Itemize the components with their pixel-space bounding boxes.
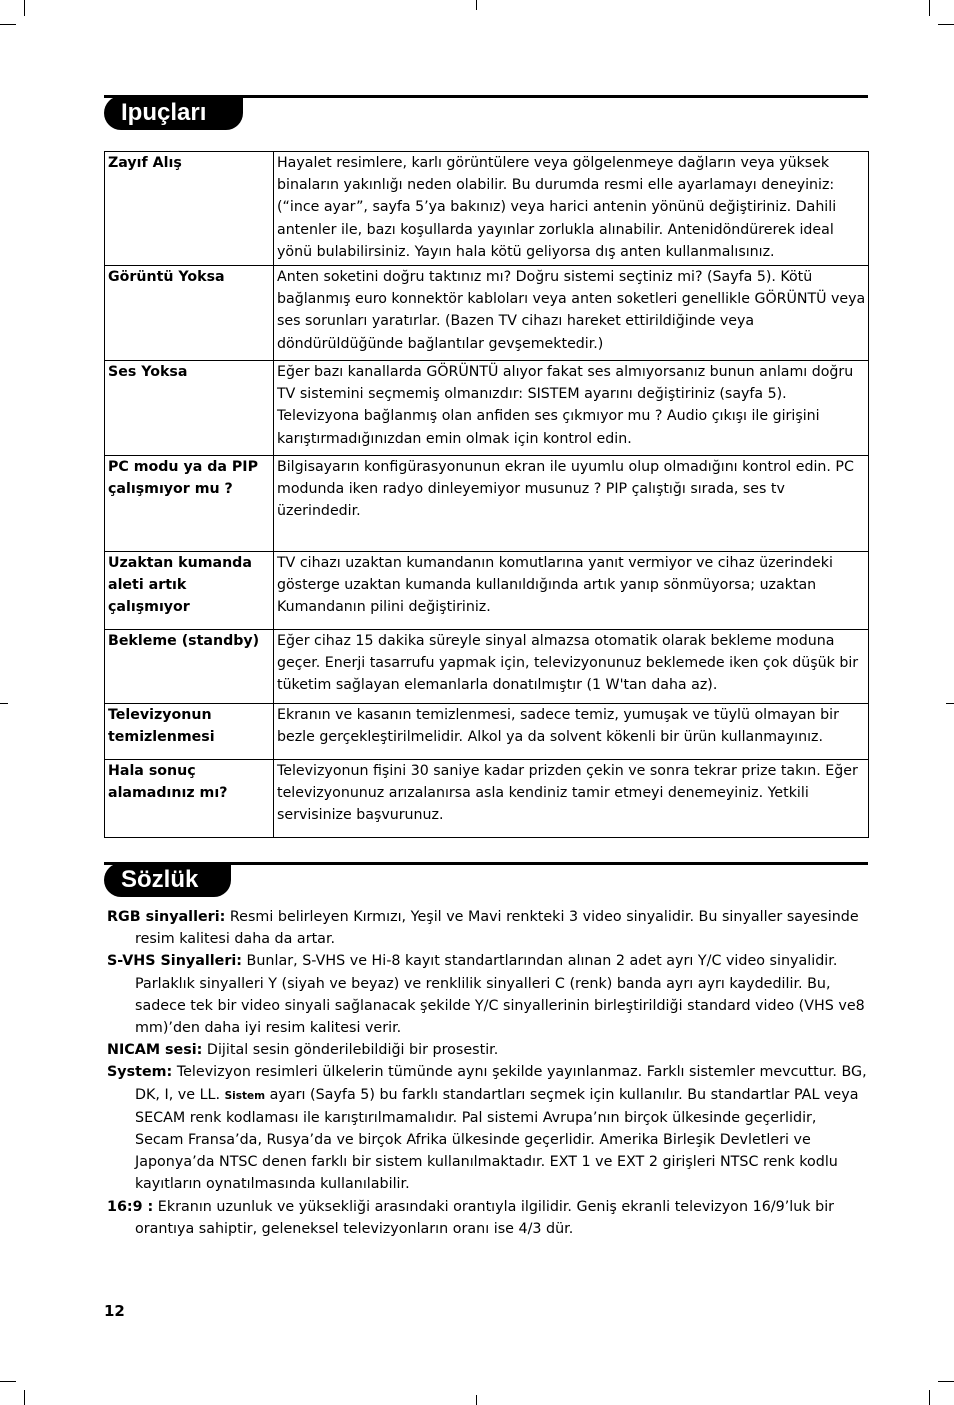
tip-text: Hayalet resimlere, karlı görüntülere veya gölgelenmeye dağların veya yüksek binaların yakınlığı neden olabilir. Bu durumda resmi elle ayarlamayı deneyiniz: (“ince ayar”, sayfa 5’ya bakınız) veya harici antenin yönünü değiştiriniz. Dahili antenler ile, bazı koşullarda yayınlar zorlukla alınabilir. Antenidöndürerek ideal yönü bulabilirsiniz. Yayın hala kötü geliyorsa dış anten kullanmalısınız. bbox=[274, 152, 869, 266]
glossary-section-header bbox=[104, 862, 868, 902]
table-row bbox=[105, 552, 869, 630]
tip-text: TV cihazı uzaktan kumandanın komutlarına yanıt vermiyor ve cihaz üzerindeki gösterge uzaktan kumanda kullanıldığında artık yanıp sönmüyorsa; uzaktan Kumandanın pilini değiştiriniz. bbox=[274, 552, 869, 630]
glossary-term: S-VHS Sinyalleri: bbox=[107, 953, 243, 970]
glossary-definition: Resmi belirleyen Kırmızı, Yeşil ve Mavi renkteki 3 video sinyalidir. Bu sinyaller sayesinde resim kalitesi daha da artar. bbox=[135, 909, 859, 948]
page-number: 12 bbox=[104, 1302, 125, 1320]
tip-label: Görüntü Yoksa bbox=[105, 266, 274, 361]
glossary-definition: Dijital sesin gönderilebildiği bir prosestir. bbox=[202, 1042, 499, 1059]
glossary-definition: Ekranın uzunluk ve yüksekliği arasındaki orantıyla ilgilidir. Geniş ekranli televizyon 16/9’luk bir orantıya sahiptir, geleneksel televizyonların oranı ise 4/3 dür. bbox=[135, 1198, 835, 1237]
crop-mark bbox=[24, 0, 25, 16]
glossary-definition: Bunlar, S-VHS ve Hi-8 kayıt standartlarından alınan 2 adet ayrı Y/C video sinyalidir. Parlaklık sinyalleri Y (siyah ve beyaz) ve renklilik sinyalleri C (renk) banda ayrı ayrı kaydedilir. Bu, sadece tek bir video sinyali sağlanacak şekilde Y/C sinyallerinin birleştirildiği standard video (VHS ve8 mm)’den daha iyi resim kalitesi verir. bbox=[135, 953, 865, 1037]
glossary-term: RGB sinyalleri: bbox=[107, 909, 226, 925]
glossary-entry bbox=[107, 950, 867, 1039]
glossary-title: Sözlük bbox=[104, 863, 231, 897]
crop-mark bbox=[0, 703, 8, 704]
tip-text: Televizyonun fişini 30 saniye kadar prizden çekin ve sonra tekrar prize takın. Eğer televizyonunuz arızalanırsa asla kendiniz tamir etmeyi denemeyiniz. Yetkili servisinize başvurunuz. bbox=[274, 760, 869, 838]
tips-section-header bbox=[104, 95, 868, 135]
tip-text: Eğer cihaz 15 dakika süreyle sinyal almazsa otomatik olarak bekleme moduna geçer. Enerji tasarrufu yapmak için, televizyonunuz beklemede iken çok düşük bir tüketim sağlayan elemanlarla donatılmıştır (1 W'tan daha az). bbox=[274, 630, 869, 704]
crop-mark bbox=[929, 1390, 930, 1405]
crop-mark bbox=[938, 24, 954, 25]
tip-label: Hala sonuç alamadınız mı? bbox=[105, 760, 274, 838]
tips-table bbox=[104, 151, 869, 838]
table-row bbox=[105, 152, 869, 266]
table-row bbox=[105, 630, 869, 704]
tip-text: Ekranın ve kasanın temizlenmesi, sadece temiz, yumuşak ve tüylü olmayan bir bezle gerçekleştirilmelidir. Alkol ya da solvent kökenli bir ürün kullanmayınız. bbox=[274, 704, 869, 760]
table-row bbox=[105, 361, 869, 456]
tip-text: Bilgisayarın konfigürasyonunun ekran ile uyumlu olup olmadığını kontrol edin. PC modunda iken radyo dinleyemiyor musunuz ? PIP çalıştığı sırada, ses tv üzerindedir. bbox=[274, 456, 869, 552]
crop-mark bbox=[938, 1381, 954, 1382]
crop-mark bbox=[476, 0, 477, 10]
crop-mark bbox=[0, 1381, 16, 1382]
glossary-definition: ayarı (Sayfa 5) bu farklı standartları seçmek için kullanılır. Bu standartlar PAL veya SECAM renk kodlaması ile karıştırılmamalıdır. Pal sistemi Avrupa’nın birçok ülkesinde geçerlidir, Secam Fransa’da, Rusya’da ve birçok Afrika ülkesinde geçerlidir. Amerika Birleşik Devletleri ve Japonya’da NTSC denen farklı bir sistem kullanılmaktadır. EXT 1 ve EXT 2 girişleri NTSC renk kodlu kayıtların oynatılmasında kullanılabilir. bbox=[135, 1086, 859, 1193]
glossary-entry bbox=[107, 1196, 867, 1240]
crop-mark bbox=[24, 1390, 25, 1405]
glossary-definition: Televizyon resimleri ülkelerin tümünde aynı şekilde yayınlanmaz. Farklı sistemler mevcuttur. BG, DK, I, ve LL. bbox=[135, 1064, 867, 1103]
tip-label: Uzaktan kumanda aleti artık çalışmıyor bbox=[105, 552, 274, 630]
table-row bbox=[105, 760, 869, 838]
glossary-entry bbox=[107, 906, 867, 950]
tip-label: PC modu ya da PIP çalışmıyor mu ? bbox=[105, 456, 274, 552]
table-row bbox=[105, 704, 869, 760]
tip-text: Eğer bazı kanallarda GÖRÜNTÜ alıyor fakat ses almıyorsanız bunun anlamı doğru TV sistemini seçmemiş olmanızdır: SISTEM ayarını değiştiriniz (sayfa 5). Televizyona bağlanmış olan anfiden ses çıkmıyor mu ? Audio çıkışı ile girişini karıştırmadığınızdan emin olmak için kontrol edin. bbox=[274, 361, 869, 456]
crop-mark bbox=[0, 24, 16, 25]
glossary-term: NICAM sesi: bbox=[107, 1042, 203, 1059]
tip-label: Zayıf Alış bbox=[105, 152, 274, 266]
tip-label: Ses Yoksa bbox=[105, 361, 274, 456]
glossary-term: 16:9 : bbox=[107, 1198, 154, 1215]
glossary-inline-term: Sistem bbox=[224, 1089, 266, 1102]
glossary-entry bbox=[107, 1061, 867, 1195]
tip-label: Televizyonun temizlenmesi bbox=[105, 704, 274, 760]
glossary-term: System: bbox=[107, 1064, 173, 1081]
crop-mark bbox=[929, 0, 930, 16]
tip-label: Bekleme (standby) bbox=[105, 630, 274, 704]
crop-mark bbox=[946, 703, 954, 704]
glossary-list bbox=[107, 906, 867, 1240]
table-row bbox=[105, 266, 869, 361]
glossary-entry bbox=[107, 1039, 867, 1061]
tips-title: Ipuçları bbox=[104, 96, 243, 130]
table-row bbox=[105, 456, 869, 552]
crop-mark bbox=[476, 1395, 477, 1405]
tip-text: Anten soketini doğru taktınız mı? Doğru sistemi seçtiniz mi? (Sayfa 5). Kötü bağlanmış euro konnektör kabloları veya anten soketleri genellikle GÖRÜNTÜ veya ses sorunları yaratırlar. (Bazen TV cihazı hareket ettirildiğinde veya döndürüldüğünde bağlantılar gevşemektedir.) bbox=[274, 266, 869, 361]
